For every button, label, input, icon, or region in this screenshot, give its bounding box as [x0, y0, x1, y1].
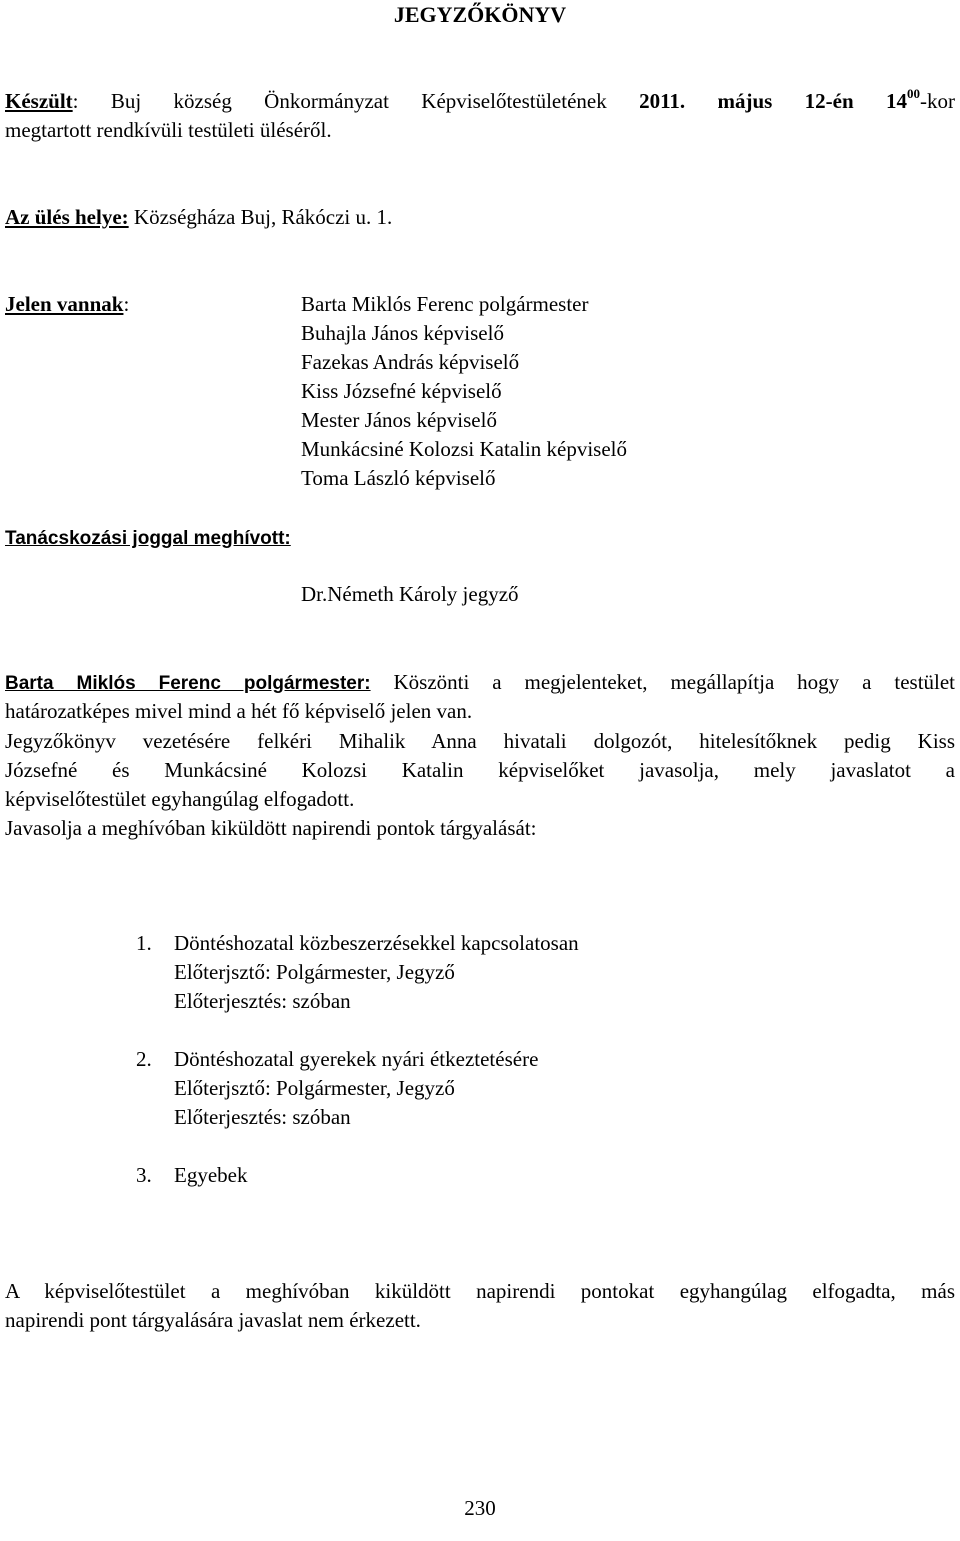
agenda-presenter: Előterjsztő: Polgármester, Jegyző — [174, 960, 455, 984]
speaker-name: Barta Miklós Ferenc polgármester: — [5, 673, 371, 694]
keszult-label: Készült — [5, 89, 73, 113]
agenda-form: Előterjesztés: szóban — [174, 1105, 351, 1129]
speaker-text: Köszönti a megjelenteket, megállapítja hogy a testület — [393, 670, 956, 694]
agenda-number: 1. — [136, 931, 152, 955]
meeting-time-sup: 00 — [907, 86, 921, 101]
keszult-text: Buj község Önkormányzat Képviselőtestületének — [110, 89, 607, 113]
agenda-presenter: Előterjsztő: Polgármester, Jegyző — [174, 1076, 455, 1100]
agenda-number: 2. — [136, 1047, 152, 1071]
speaker-paragraph-line-1 — [5, 668, 955, 698]
location-line — [5, 203, 392, 232]
agenda-title: Egyebek — [174, 1163, 248, 1187]
closing-line-2: napirendi pont tárgyalására javaslat nem érkezett. — [5, 1308, 421, 1332]
attendee-item: Kiss Józsefné képviselő — [301, 379, 502, 403]
agenda-title: Döntéshozatal gyerekek nyári étkeztetésére — [174, 1047, 539, 1071]
agenda-number: 3. — [136, 1163, 152, 1187]
agenda-title: Döntéshozatal közbeszerzésekkel kapcsolatosan — [174, 931, 579, 955]
attendees-label-line — [5, 290, 129, 319]
document-title: JEGYZŐKÖNYV — [393, 2, 567, 27]
attendee-item: Toma László képviselő — [301, 466, 496, 490]
invited-person: Dr.Németh Károly jegyző — [301, 582, 519, 606]
attendees-label: Jelen vannak — [5, 292, 124, 316]
minutes-paragraph-line-1: Jegyzőkönyv vezetésére felkéri Mihalik Anna hivatali dolgozót, hitelesítőknek pedig Kiss — [5, 729, 955, 753]
agenda-intro: Javasolja a meghívóban kiküldött napirendi pontok tárgyalását: — [5, 816, 537, 840]
closing-line-1: A képviselőtestület a meghívóban kiküldött napirendi pontokat egyhangúlag elfogadta, más — [5, 1279, 955, 1303]
attendee-item: Barta Miklós Ferenc polgármester — [301, 292, 589, 316]
keszult-line-1 — [5, 87, 955, 116]
location-value: Községháza Buj, Rákóczi u. 1. — [133, 205, 393, 229]
keszult-line-2: megtartott rendkívüli testületi üléséről. — [5, 118, 332, 142]
attendee-item: Munkácsiné Kolozsi Katalin képviselő — [301, 437, 628, 461]
keszult-colon: : — [72, 89, 79, 113]
minutes-paragraph-line-3: képviselőtestület egyhangúlag elfogadott. — [5, 787, 355, 811]
page-number: 230 — [464, 1496, 496, 1520]
meeting-date: 2011. május 12-én 14 — [639, 89, 908, 113]
attendees-label-colon: : — [123, 292, 130, 316]
agenda-form: Előterjesztés: szóban — [174, 989, 351, 1013]
meeting-time-suffix: -kor — [920, 89, 956, 113]
location-label: Az ülés helye: — [5, 205, 129, 229]
attendee-item: Buhajla János képviselő — [301, 321, 504, 345]
invited-label: Tanácskozási joggal meghívott: — [5, 528, 291, 549]
attendee-item: Fazekas András képviselő — [301, 350, 520, 374]
speaker-paragraph-line-2: határozatképes mivel mind a hét fő képviselő jelen van. — [5, 699, 473, 723]
minutes-paragraph-line-2: Józsefné és Munkácsiné Kolozsi Katalin képviselőket javasolja, mely javaslatot a — [5, 758, 955, 782]
attendee-item: Mester János képviselő — [301, 408, 497, 432]
